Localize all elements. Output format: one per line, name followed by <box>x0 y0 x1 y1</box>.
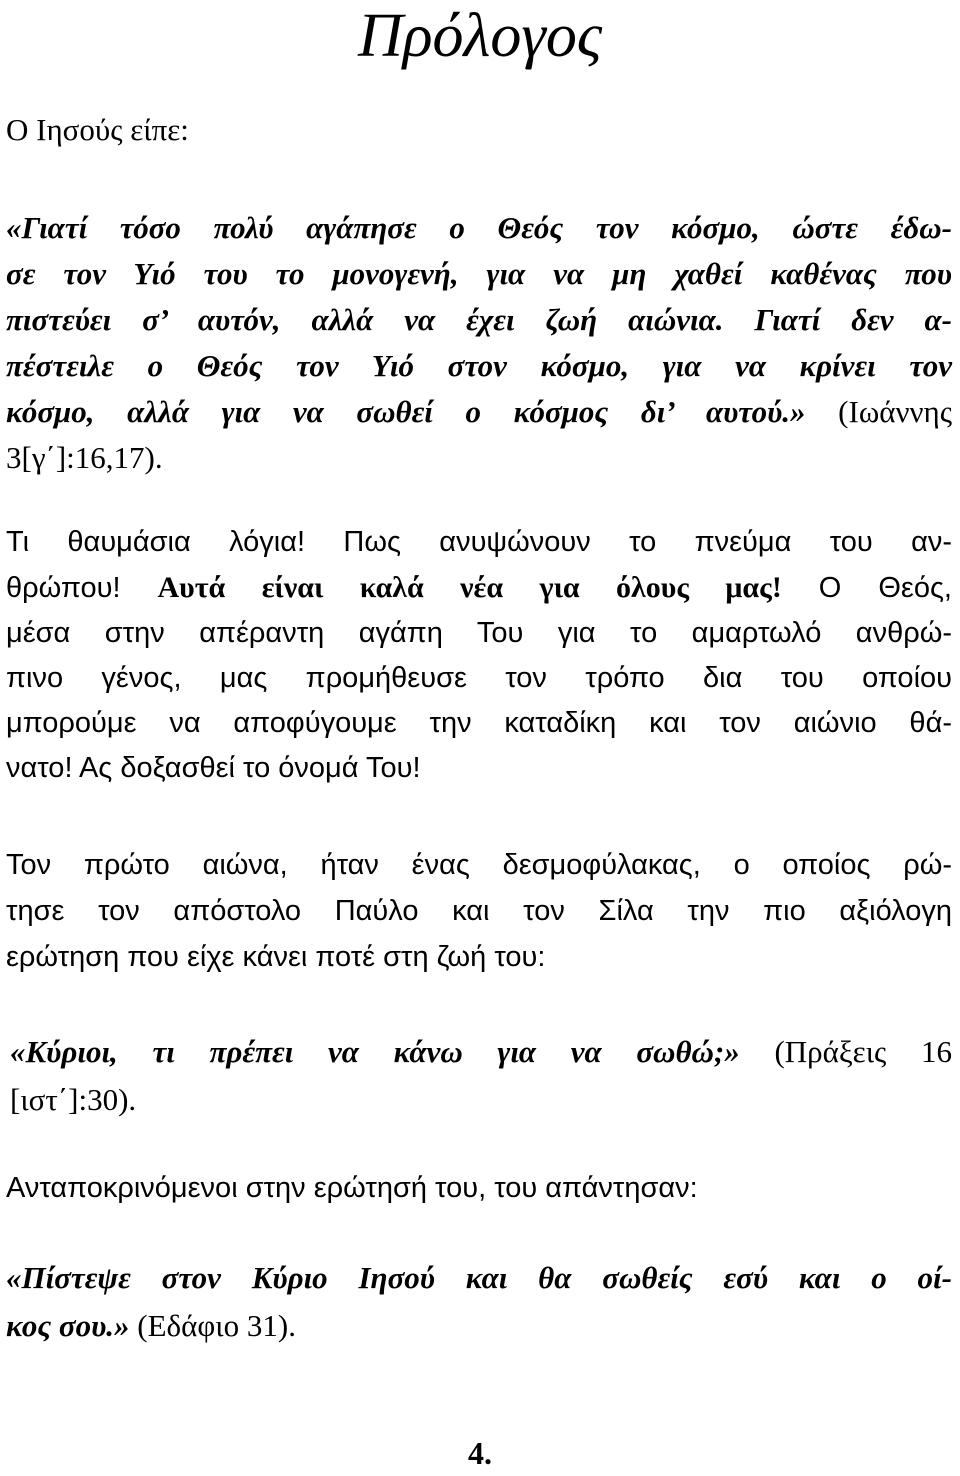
quote-acts <box>10 1028 952 1124</box>
quote-verse-31-end-text: κος σου.» <box>6 1308 130 1343</box>
quote-john-line-3: πιστεύει σ’ αυτόν, αλλά να έχει ζωή αιώνια. Γιατί δεν α- <box>6 302 952 337</box>
page-title: Πρόλογος <box>358 2 602 70</box>
paragraph-2-line-2: τησε τον απόστολο Παύλο και τον Σίλα την πιο αξιόλογη <box>6 895 952 927</box>
paragraph-1-line-2-end: Ο Θεός, <box>781 572 952 604</box>
quote-acts-reference: (Πράξεις 16 <box>739 1034 952 1069</box>
intro-text: Ο Ιησούς είπε: <box>6 112 189 147</box>
paragraph-1-line-2-start: θρώπου! <box>6 572 158 604</box>
quote-john-reference-end: 3[γ΄]:16,17). <box>6 440 163 475</box>
paragraph-3 <box>6 1165 952 1211</box>
quote-john-line-1: «Γιατί τόσο πολύ αγάπησε ο Θεός τον κόσμο, ώστε έδω- <box>6 210 952 245</box>
quote-verse-31 <box>6 1254 952 1350</box>
paragraph-1-line-3: μέσα στην απέραντη αγάπη Του για το αμαρτωλό ανθρώ- <box>6 617 952 649</box>
paragraph-2-line-1: Τον πρώτο αιώνα, ήταν ένας δεσμοφύλακας, ο οποίος ρώ- <box>6 849 952 881</box>
quote-john <box>6 205 952 481</box>
quote-verse-31-reference: (Εδάφιο 31). <box>129 1308 296 1343</box>
quote-verse-31-line-2 <box>6 1302 952 1350</box>
paragraph-1-line-5: μπορούμε να αποφύγουμε την καταδίκη και τον αιώνιο θά- <box>6 707 952 739</box>
paragraph-1-line-1: Τι θαυμάσια λόγια! Πως ανυψώνουν το πνεύμα του αν- <box>6 526 952 558</box>
page-number: 4. <box>468 1435 492 1471</box>
quote-john-reference: (Ιωάννης <box>805 394 952 429</box>
paragraph-2-line-3: ερώτηση που είχε κάνει ποτέ στη ζωή του: <box>6 941 546 973</box>
quote-acts-reference-end: [ιστ΄]:30). <box>10 1082 137 1117</box>
quote-john-line-4: πέστειλε ο Θεός τον Υιό στον κόσμο, για να κρίνει τον <box>6 348 952 383</box>
paragraph-2 <box>6 842 952 980</box>
good-news-sentence: Αυτά είναι καλά νέα για όλους μας! <box>157 571 782 604</box>
intro-line <box>6 108 952 152</box>
paragraph-1-line-2 <box>6 565 952 611</box>
quote-acts-line-1 <box>10 1028 952 1076</box>
paragraph-1-line-6: νατο! Ας δοξασθεί το όνομά Του! <box>6 752 421 784</box>
quote-john-line-5 <box>6 389 952 435</box>
paragraph-1 <box>6 520 952 791</box>
paragraph-3-text: Ανταποκρινόμενοι στην ερώτησή του, του απάντησαν: <box>6 1172 698 1204</box>
quote-john-line-2: σε τον Υιό του το μονογενή, για να μη χαθεί καθένας που <box>6 256 952 291</box>
paragraph-1-line-4: πινο γένος, μας προμήθευσε τον τρόπο δια του οποίου <box>6 662 952 694</box>
quote-acts-text: «Κύριοι, τι πρέπει να κάνω για να σωθώ;» <box>10 1034 740 1069</box>
quote-john-last-text: κόσμο, αλλά για να σωθεί ο κόσμος δι’ αυτού.» <box>6 394 806 429</box>
quote-verse-31-line-1: «Πίστεψε στον Κύριο Ιησού και θα σωθείς εσύ και ο οί- <box>6 1260 952 1295</box>
